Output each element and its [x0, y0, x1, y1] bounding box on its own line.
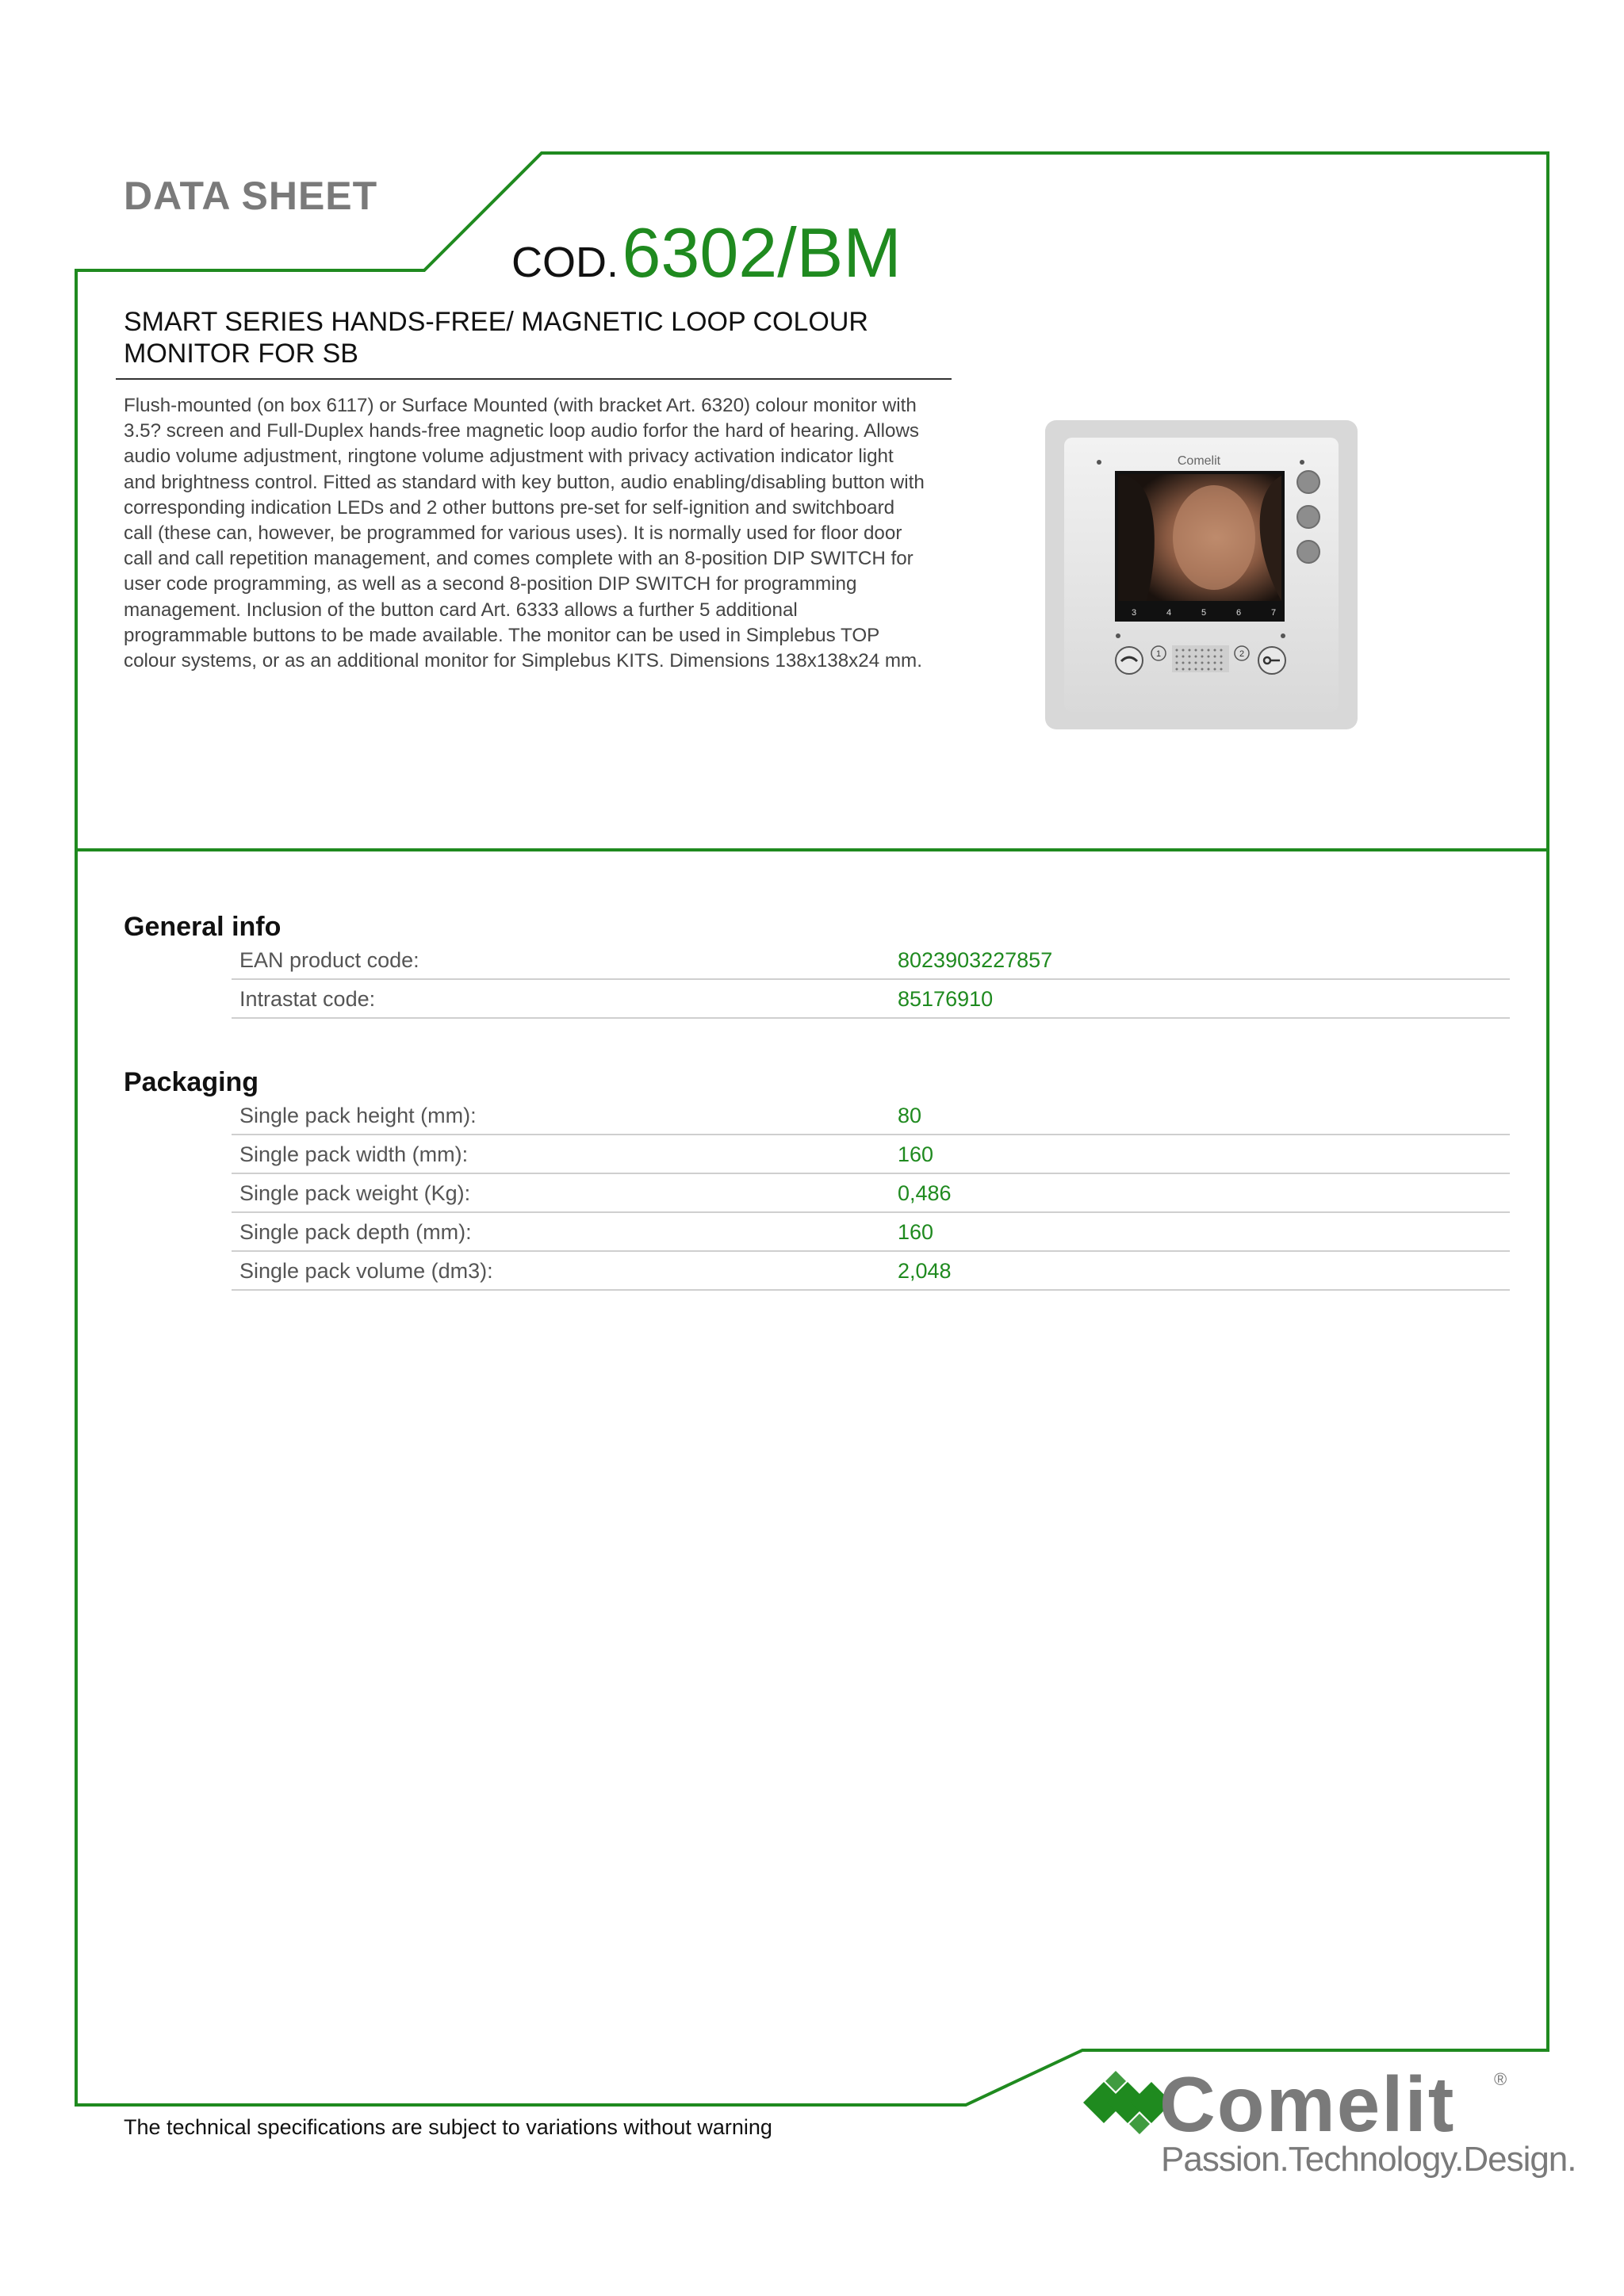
screen-digit: 3 [1131, 608, 1137, 618]
row-value: 0,486 [898, 1181, 952, 1205]
code-value: 6302/BM [622, 213, 902, 292]
row-label: Single pack depth (mm): [239, 1220, 472, 1244]
row-label: Single pack height (mm): [239, 1104, 477, 1127]
product-code [511, 212, 902, 293]
row-label: Intrastat code: [239, 987, 376, 1011]
code-label: COD. [511, 239, 619, 286]
table-row [232, 1096, 1510, 1135]
call-button [1116, 647, 1143, 674]
monitor-product-image [1044, 419, 1359, 731]
footer-disclaimer: The technical specifications are subject to variations without warning [124, 2115, 772, 2139]
document-type-title: DATA SHEET [124, 174, 378, 218]
row-label: Single pack width (mm): [239, 1142, 469, 1166]
title-divider [116, 378, 952, 380]
row-label: Single pack weight (Kg): [239, 1181, 471, 1205]
row-value: 80 [898, 1104, 922, 1127]
button-number-2: 2 [1239, 649, 1245, 659]
table-row [232, 1212, 1510, 1252]
product-description: Flush-mounted (on box 6117) or Surface Mounted (with bracket Art. 6320) colour monitor with 3.5? screen and Full-Duplex hands-free magnetic loop audio forfor the hard of hearing. Allows audio volume adjustment, ringtone volume adjustment with privacy activation indicator light and brightness control. Fitted as standard with key button, audio enabling/disabling button with corresponding indication LEDs and 2 other buttons pre-set for self-ignition and switchboard call (these can, however, be programmed for various uses). It is normally used for floor door call and call repetition management, and comes complete with an 8-position DIP SWITCH for user code programming, as well as a second 8-position DIP SWITCH for programming management. Inclusion of the button card Art. 6333 allows a further 5 additional programmable buttons to be made available. The monitor can be used in Simplebus TOP colour systems, or as an additional monitor for Simplebus KITS. Dimensions 138x138x24 mm. [124, 395, 925, 672]
side-button-2 [1297, 506, 1320, 528]
screen-digit: 6 [1235, 608, 1242, 618]
logo-wordmark: Comelit [1159, 2064, 1456, 2148]
row-value: 8023903227857 [898, 948, 1053, 972]
product-title: SMART SERIES HANDS-FREE/ MAGNETIC LOOP COLOUR MONITOR FOR SB [124, 307, 868, 369]
registered-mark: ® [1494, 2069, 1507, 2089]
screen-digit: 5 [1201, 608, 1207, 618]
row-value: 85176910 [898, 987, 994, 1011]
screen-digit: 7 [1270, 608, 1277, 618]
speaker-grille [1172, 645, 1229, 672]
row-value: 160 [898, 1142, 934, 1166]
side-button-3 [1297, 541, 1320, 563]
row-label: EAN product code: [239, 948, 419, 972]
logo-tagline: Passion.Technology.Design. [1161, 2140, 1576, 2179]
row-value: 160 [898, 1220, 934, 1244]
side-button-1 [1297, 471, 1320, 493]
packaging-heading: Packaging [124, 1067, 259, 1097]
table-row [232, 979, 1510, 1019]
table-row [232, 1135, 1510, 1174]
general-info-heading: General info [124, 912, 282, 942]
row-value: 2,048 [898, 1259, 952, 1283]
table-row [232, 1173, 1510, 1213]
table-row [232, 1251, 1510, 1291]
button-number-1: 1 [1155, 649, 1162, 659]
table-row [232, 940, 1510, 980]
row-label: Single pack volume (dm3): [239, 1259, 493, 1283]
monitor-brand-mark: Comelit [1177, 454, 1221, 468]
screen-digit: 4 [1166, 608, 1172, 618]
